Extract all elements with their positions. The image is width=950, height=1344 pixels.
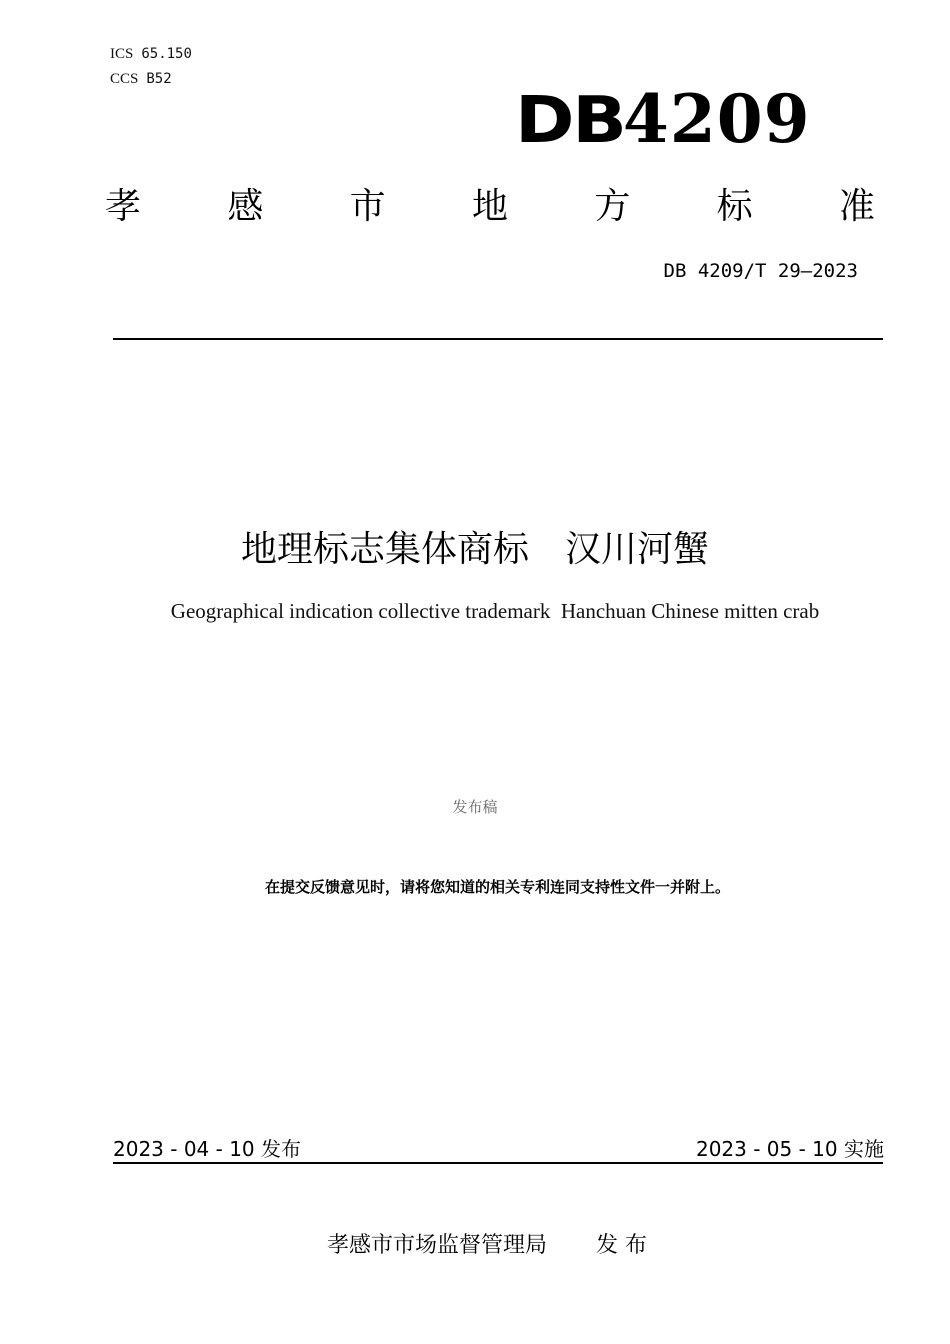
- db-logo: [515, 80, 811, 158]
- ics-code: 65.150: [141, 46, 192, 62]
- standard-type-char: 标: [716, 186, 753, 227]
- db-logo-prefix: DB: [515, 84, 625, 158]
- header-divider: [113, 338, 883, 340]
- standard-type-char: 准: [838, 186, 875, 227]
- standard-type: [105, 186, 875, 227]
- db-logo-code: 4209: [622, 80, 811, 158]
- standard-number: DB 4209/T 29—2023: [663, 260, 858, 282]
- issue-date: 2023 - 04 - 10 发布: [113, 1137, 302, 1161]
- ccs-line: [110, 71, 172, 88]
- title-en: Geographical indication collective trademark Hanchuan Chinese mitten crab: [170, 599, 820, 623]
- standard-type-char: 方: [594, 186, 631, 227]
- standard-type-char: 感: [227, 186, 264, 227]
- title-zh: 地理标志集体商标 汉川河蟹: [240, 529, 709, 570]
- footer-divider: [113, 1162, 883, 1164]
- standard-type-char: 市: [349, 186, 386, 227]
- ccs-code: B52: [146, 71, 172, 87]
- document-stage: 发布稿: [452, 798, 498, 816]
- ccs-label: CCS: [110, 71, 139, 87]
- implementation-date: 2023 - 05 - 10 实施: [695, 1137, 884, 1161]
- standard-type-char: 孝: [105, 186, 142, 227]
- ics-line: [110, 46, 192, 63]
- patent-notice: 在提交反馈意见时，请将您知道的相关专利连同支持性文件一并附上。: [264, 878, 730, 896]
- standard-type-char: 地: [471, 186, 508, 227]
- ics-label: ICS: [110, 46, 134, 62]
- publisher-action: 发 布: [596, 1233, 647, 1258]
- publisher-authority: 孝感市市场监督管理局: [327, 1233, 548, 1258]
